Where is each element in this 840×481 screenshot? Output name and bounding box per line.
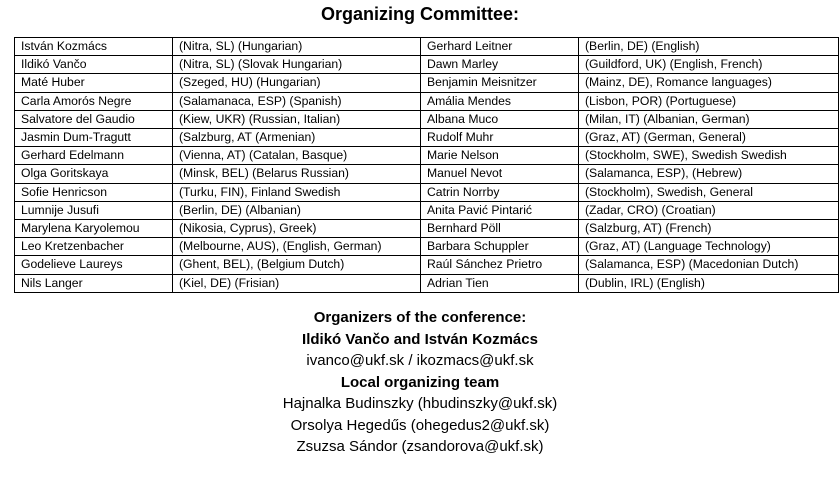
- table-row: [15, 183, 839, 201]
- member-name: Leo Kretzenbacher: [15, 238, 173, 256]
- member-affiliation: (Stockholm), Swedish, General: [579, 183, 839, 201]
- member-name: Marylena Karyolemou: [15, 220, 173, 238]
- member-name: Albana Muco: [421, 110, 579, 128]
- member-name: Rudolf Muhr: [421, 129, 579, 147]
- member-name: Manuel Nevot: [421, 165, 579, 183]
- member-name: Nils Langer: [15, 274, 173, 292]
- member-affiliation: (Mainz, DE), Romance languages): [579, 74, 839, 92]
- organizers-emails: ivanco@ukf.sk / ikozmacs@ukf.sk: [306, 352, 534, 369]
- member-affiliation: (Nitra, SL) (Slovak Hungarian): [173, 56, 421, 74]
- table-row: [15, 129, 839, 147]
- member-affiliation: (Lisbon, POR) (Portuguese): [579, 92, 839, 110]
- member-affiliation: (Berlin, DE) (English): [579, 38, 839, 56]
- member-name: Gerhard Edelmann: [15, 147, 173, 165]
- member-name: Lumnije Jusufi: [15, 201, 173, 219]
- member-affiliation: (Zadar, CRO) (Croatian): [579, 201, 839, 219]
- member-name: Ildikó Vančo: [15, 56, 173, 74]
- member-name: Salvatore del Gaudio: [15, 110, 173, 128]
- member-affiliation: (Dublin, IRL) (English): [579, 274, 839, 292]
- table-row: [15, 147, 839, 165]
- member-affiliation: (Graz, AT) (German, General): [579, 129, 839, 147]
- table-row: [15, 74, 839, 92]
- member-name: Carla Amorós Negre: [15, 92, 173, 110]
- member-affiliation: (Nikosia, Cyprus), Greek): [173, 220, 421, 238]
- member-name: Amália Mendes: [421, 92, 579, 110]
- member-affiliation: (Guildford, UK) (English, French): [579, 56, 839, 74]
- member-affiliation: (Melbourne, AUS), (English, German): [173, 238, 421, 256]
- member-affiliation: (Salamanaca, ESP) (Spanish): [173, 92, 421, 110]
- member-name: Jasmin Dum-Tragutt: [15, 129, 173, 147]
- member-affiliation: (Kiew, UKR) (Russian, Italian): [173, 110, 421, 128]
- table-row: [15, 165, 839, 183]
- member-name: Bernhard Pöll: [421, 220, 579, 238]
- table-row: [15, 238, 839, 256]
- table-row: [15, 92, 839, 110]
- table-row: [15, 56, 839, 74]
- member-name: István Kozmács: [15, 38, 173, 56]
- member-affiliation: (Ghent, BEL), (Belgium Dutch): [173, 256, 421, 274]
- member-affiliation: (Kiel, DE) (Frisian): [173, 274, 421, 292]
- committee-table: [14, 37, 839, 293]
- local-team-member: Orsolya Hegedűs (ohegedus2@ukf.sk): [290, 416, 550, 434]
- member-name: Benjamin Meisnitzer: [421, 74, 579, 92]
- member-name: Barbara Schuppler: [421, 238, 579, 256]
- member-name: Olga Goritskaya: [15, 165, 173, 183]
- member-name: Adrian Tien: [421, 274, 579, 292]
- table-row: [15, 38, 839, 56]
- table-row: [15, 256, 839, 274]
- member-name: Sofie Henricson: [15, 183, 173, 201]
- member-name: Dawn Marley: [421, 56, 579, 74]
- table-row: [15, 274, 839, 292]
- member-affiliation: (Berlin, DE) (Albanian): [173, 201, 421, 219]
- table-row: [15, 110, 839, 128]
- member-affiliation: (Vienna, AT) (Catalan, Basque): [173, 147, 421, 165]
- member-name: Raúl Sánchez Prietro: [421, 256, 579, 274]
- member-affiliation: (Szeged, HU) (Hungarian): [173, 74, 421, 92]
- organizers-names: Ildikó Vančo and István Kozmács: [302, 330, 538, 348]
- local-team-member: Zsuzsa Sándor (zsandorova@ukf.sk): [296, 438, 544, 455]
- table-row: [15, 201, 839, 219]
- member-affiliation: (Minsk, BEL) (Belarus Russian): [173, 165, 421, 183]
- member-name: Maté Huber: [15, 74, 173, 92]
- member-name: Gerhard Leitner: [421, 38, 579, 56]
- member-affiliation: (Salzburg, AT) (French): [579, 220, 839, 238]
- member-affiliation: (Turku, FIN), Finland Swedish: [173, 183, 421, 201]
- table-row: [15, 220, 839, 238]
- organizers-heading: Organizers of the conference:: [313, 309, 527, 326]
- member-name: Anita Pavić Pintarić: [421, 201, 579, 219]
- member-affiliation: (Milan, IT) (Albanian, German): [579, 110, 839, 128]
- member-affiliation: (Salzburg, AT (Armenian): [173, 129, 421, 147]
- local-team-heading: Local organizing team: [340, 373, 500, 391]
- member-name: Catrin Norrby: [421, 183, 579, 201]
- member-affiliation: (Stockholm, SWE), Swedish Swedish: [579, 147, 839, 165]
- member-affiliation: (Graz, AT) (Language Technology): [579, 238, 839, 256]
- local-team-member: Hajnalka Budinszky (hbudinszky@ukf.sk): [282, 395, 558, 412]
- member-affiliation: (Salamanca, ESP), (Hebrew): [579, 165, 839, 183]
- member-name: Marie Nelson: [421, 147, 579, 165]
- organizers-section: [0, 307, 840, 458]
- page-title: Organizing Committee:: [320, 4, 519, 24]
- member-affiliation: (Nitra, SL) (Hungarian): [173, 38, 421, 56]
- member-name: Godelieve Laureys: [15, 256, 173, 274]
- member-affiliation: (Salamanca, ESP) (Macedonian Dutch): [579, 256, 839, 274]
